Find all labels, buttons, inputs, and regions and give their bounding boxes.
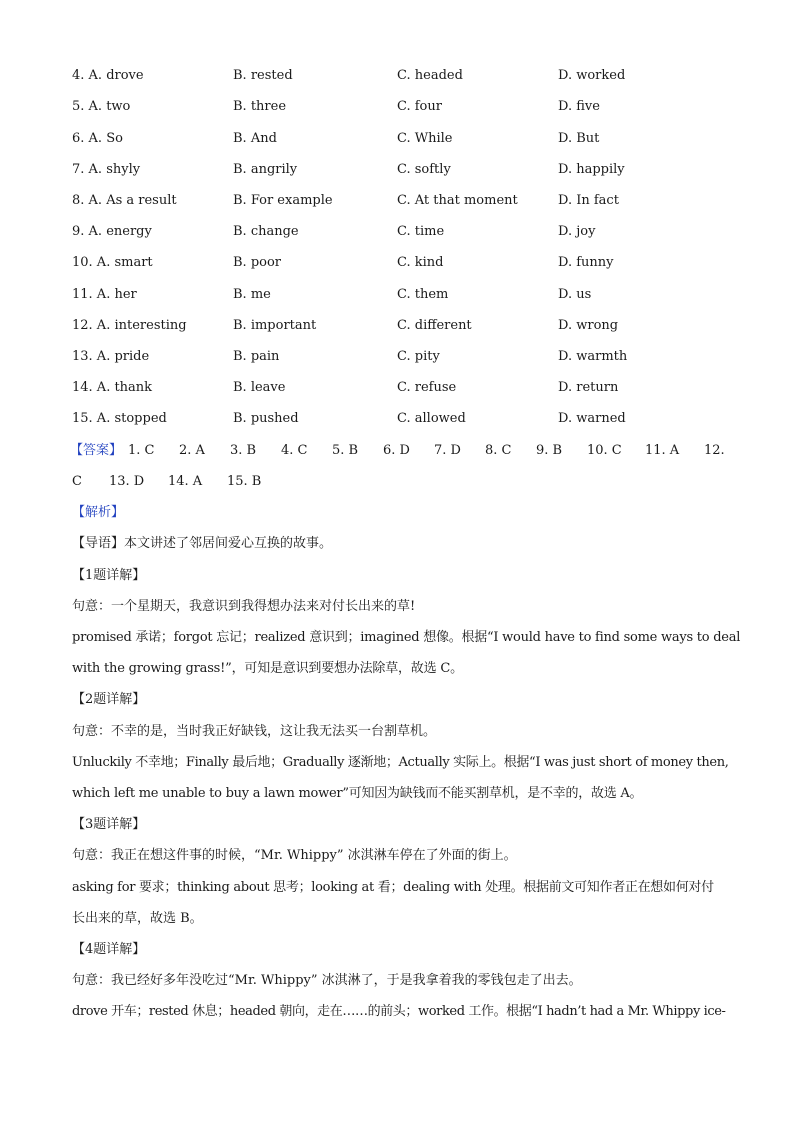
option-a: 15. A. stopped — [72, 411, 167, 426]
option-c: C. them — [397, 287, 449, 302]
section-line: which left me unable to buy a lawn mower”可知因为缺钱而不能买割草机，是不幸的，故选 A。 — [72, 786, 643, 801]
option-c: C. headed — [397, 68, 463, 83]
section-line: Unluckily 不幸地；Finally 最后地；Gradually 逐渐地；Actually 实际上。根据“I was just short of money then, — [72, 755, 729, 770]
option-c: C. While — [397, 131, 453, 146]
answer-item: 13. D — [109, 474, 145, 489]
option-b: B. pushed — [233, 411, 299, 426]
option-b: B. leave — [233, 380, 286, 395]
option-d: D. us — [558, 287, 592, 302]
option-a: 14. A. thank — [72, 380, 153, 395]
option-row-q14 — [72, 377, 752, 399]
answer-item: 11. A — [645, 443, 680, 458]
section-line: 句意：一个星期天，我意识到我得想办法来对付长出来的草! — [72, 599, 416, 614]
answer-line — [72, 440, 732, 462]
option-d: D. happily — [558, 162, 625, 177]
section-line: drove 开车；rested 休息；headed 朝向，走在……的前头；worked 工作。根据“I hadn’t had a Mr. Whippy ice- — [72, 1004, 726, 1019]
section-title: 【2题详解】 — [72, 692, 146, 707]
option-c: C. allowed — [397, 411, 466, 426]
option-row-q11 — [72, 284, 752, 306]
option-b: B. pain — [233, 349, 280, 364]
option-d: D. return — [558, 380, 619, 395]
option-c: C. softly — [397, 162, 451, 177]
answer-line-continued — [72, 471, 732, 493]
section-line: asking for 要求；thinking about 思考；looking at 看；dealing with 处理。根据前文可知作者正在想如何对付 — [72, 880, 714, 895]
option-d: D. In fact — [558, 193, 619, 208]
option-d: D. But — [558, 131, 600, 146]
option-d: D. five — [558, 99, 600, 114]
option-row-q7 — [72, 159, 752, 181]
option-d: D. funny — [558, 255, 614, 270]
answer-item: 10. C — [587, 443, 622, 458]
answer-label: 【答案】 — [70, 443, 123, 458]
option-row-q8 — [72, 190, 752, 212]
option-b: B. rested — [233, 68, 293, 83]
option-c: C. refuse — [397, 380, 457, 395]
option-d: D. warned — [558, 411, 626, 426]
answer-item: 7. D — [434, 443, 461, 458]
option-d: D. joy — [558, 224, 596, 239]
option-row-q10 — [72, 252, 752, 274]
option-a: 11. A. her — [72, 287, 137, 302]
option-row-q5 — [72, 96, 752, 118]
option-b: B. me — [233, 287, 271, 302]
answer-item: 4. C — [281, 443, 308, 458]
option-d: D. warmth — [558, 349, 628, 364]
answer-item: 9. B — [536, 443, 563, 458]
option-c: C. At that moment — [397, 193, 518, 208]
guide-text: 【导语】本文讲述了邻居间爱心互换的故事。 — [72, 536, 333, 551]
option-a: 7. A. shyly — [72, 162, 141, 177]
option-a: 13. A. pride — [72, 349, 150, 364]
option-c: C. pity — [397, 349, 440, 364]
section-line: 句意：我已经好多年没吃过“Mr. Whippy” 冰淇淋了，于是我拿着我的零钱包走了出去。 — [72, 973, 582, 988]
section-line: 句意：不幸的是，当时我正好缺钱，这让我无法买一台割草机。 — [72, 724, 437, 739]
option-row-q4 — [72, 65, 752, 87]
answer-item: 12. — [704, 443, 725, 458]
option-row-q12 — [72, 315, 752, 337]
option-b: B. three — [233, 99, 287, 114]
section-line: 长出来的草，故选 B。 — [72, 911, 203, 926]
option-b: B. For example — [233, 193, 333, 208]
option-a: 10. A. smart — [72, 255, 153, 270]
option-b: B. And — [233, 131, 277, 146]
answer-item: 14. A — [168, 474, 203, 489]
option-row-q13 — [72, 346, 752, 368]
option-d: D. wrong — [558, 318, 619, 333]
option-d: D. worked — [558, 68, 626, 83]
option-b: B. change — [233, 224, 299, 239]
answer-item: 3. B — [230, 443, 257, 458]
option-c: C. kind — [397, 255, 444, 270]
option-a: 4. A. drove — [72, 68, 144, 83]
answer-item: 6. D — [383, 443, 410, 458]
section-title: 【3题详解】 — [72, 817, 146, 832]
option-c: C. time — [397, 224, 445, 239]
analysis-label: 【解析】 — [72, 505, 125, 520]
answer-item: 5. B — [332, 443, 359, 458]
answer-item: 15. B — [227, 474, 262, 489]
option-b: B. important — [233, 318, 317, 333]
section-title: 【1题详解】 — [72, 568, 146, 583]
section-line: with the growing grass!”，可知是意识到要想办法除草，故选 C。 — [72, 661, 463, 676]
answer-item: 1. C — [128, 443, 155, 458]
option-b: B. angrily — [233, 162, 298, 177]
section-line: promised 承诺；forgot 忘记；realized 意识到；imagined 想像。根据“I would have to find some ways to deal — [72, 630, 741, 645]
answer-item: C — [72, 474, 82, 489]
option-c: C. four — [397, 99, 442, 114]
option-a: 5. A. two — [72, 99, 131, 114]
option-b: B. poor — [233, 255, 282, 270]
answer-item: 8. C — [485, 443, 512, 458]
option-a: 12. A. interesting — [72, 318, 187, 333]
option-row-q9 — [72, 221, 752, 243]
option-a: 9. A. energy — [72, 224, 152, 239]
answer-item: 2. A — [179, 443, 205, 458]
option-a: 8. A. As a result — [72, 193, 177, 208]
option-row-q15 — [72, 408, 752, 430]
option-row-q6 — [72, 128, 752, 150]
section-line: 句意：我正在想这件事的时候，“Mr. Whippy” 冰淇淋车停在了外面的街上。 — [72, 848, 517, 863]
option-a: 6. A. So — [72, 131, 123, 146]
option-c: C. different — [397, 318, 472, 333]
section-title: 【4题详解】 — [72, 942, 146, 957]
